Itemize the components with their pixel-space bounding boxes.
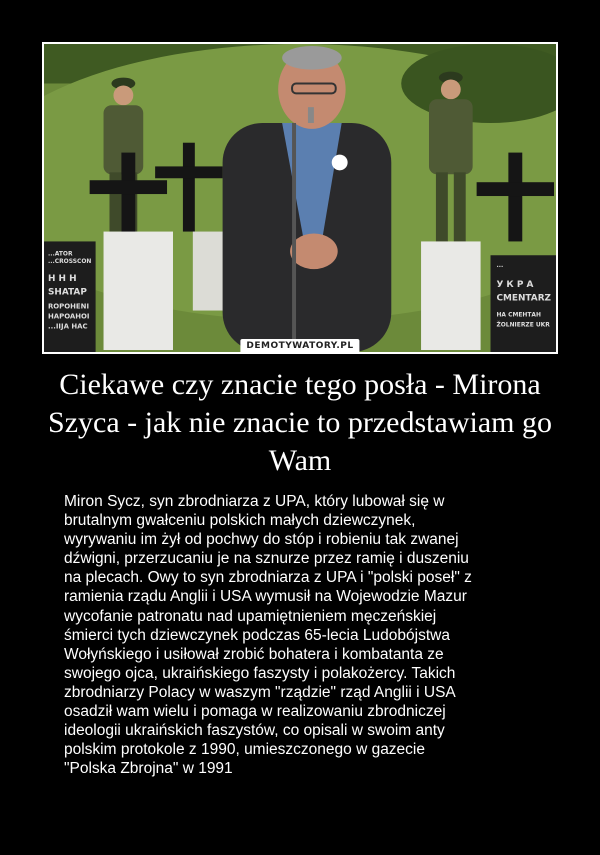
- photo: [42, 42, 558, 354]
- headline: Ciekawe czy znacie tego posła - Mirona Szyca - jak nie znacie to przedstawiam go Wam: [48, 368, 552, 477]
- plaque-left: [44, 241, 96, 352]
- plaque-left-line-3: SHATAP: [47, 287, 87, 298]
- plaque-left-line-4: ROPOHENI: [47, 302, 90, 311]
- plaque-right-line-0: ...: [496, 262, 504, 270]
- plaque-right-line-2: CMENTARZ: [496, 293, 552, 304]
- plaque-left-line-2: H H H: [47, 273, 77, 284]
- plaque-right-line-3: НА СМЕНТАН: [496, 311, 542, 319]
- plaque-right: [491, 255, 556, 352]
- plaque-left-line-5: HAPOAHOI: [47, 312, 90, 321]
- plaque-left-line-6: ...IIJA HAC: [47, 322, 88, 331]
- gravestone-left: [104, 232, 173, 350]
- plaque-right-line-1: У К Р А: [496, 279, 534, 290]
- plaque-right-line-4: ŽOLNIERZE UKR: [496, 321, 550, 329]
- plaque-left-line-1: ...CROSSCON: [47, 258, 92, 266]
- plaque-left-line-0: ...ATOR: [47, 250, 73, 258]
- watermark: DEMOTYWATORY.PL: [240, 339, 359, 352]
- body-text: Miron Sycz, syn zbrodniarza z UPA, który lubował się w brutalnym gwałceniu polskich małych dziewczynek, wyrywaniu im żył od pochwy do stóp i robieniu tak zwanej dźwigni, przerzucaniu je na sznurze przez ramię i duszeniu na plecach. Owy to syn zbrodniarza z UPA i "polski poseł" z ramienia rządu Anglii i USA wymusił na Wojewodzie Mazur wycofanie patronatu nad upamiętnieniem męczeńskiej śmierci tych dziewczynek podczas 65-lecia Ludobójstwa Wołyńskiego i usiłował zrobić bohatera i kombatanta ze swojego ojca, ukraińskiego faszysty i polakożercy. Takich zbrodniarzy Polacy w waszym "rządzie" rząd Anglii i USA osadził wam wielu i pomaga w realizowaniu zbrodniczej ideologii ukraińskich faszystów, co opisali w swoim anty polskim protokole z 1990, umieszczonego w gazecie "Polska Zbrojna" w 1991: [64, 493, 472, 778]
- gravestone-right: [421, 241, 481, 350]
- photo-illustration: [44, 44, 556, 352]
